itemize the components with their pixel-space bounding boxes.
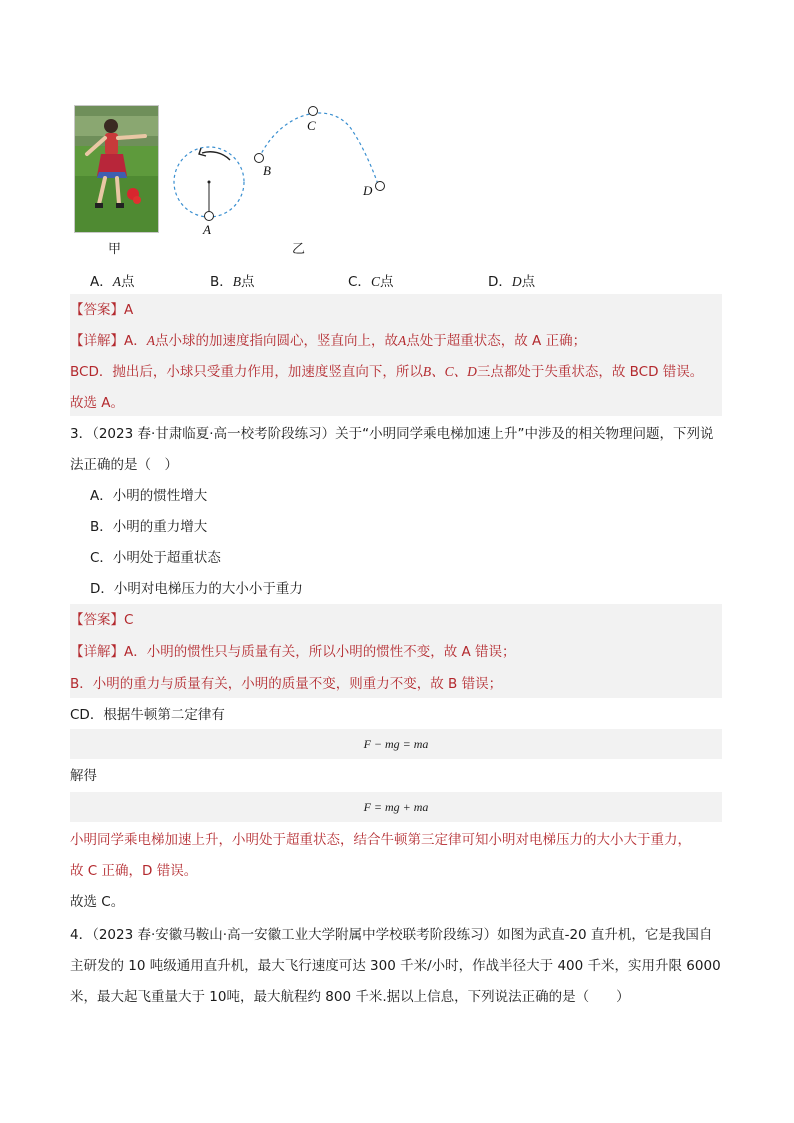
q3-detail-line7: 故选 C。 <box>70 894 125 910</box>
q4-stem-line3: 米，最大起飞重量大于 10吨，最大航程约 800 千米.据以上信息，下列说法正确的是（ ） <box>70 989 630 1005</box>
formula-solution: F = mg + ma <box>70 792 722 822</box>
q2-detail-line1: 【详解】A．A点小球的加速度指向圆心，竖直向上，故A点处于超重状态，故 A 正确； <box>70 333 587 349</box>
trajectory-diagram <box>72 100 412 260</box>
label-yi: 乙 <box>292 242 306 257</box>
q3-stem-line1: 3．（2023 春·甘肃临夏·高一校考阶段练习）关于“小明同学乘电梯加速上升”中涉及的相关物理问题，下列说 <box>70 426 714 442</box>
question-figure <box>72 100 412 260</box>
point-b-label: B <box>263 163 271 178</box>
q2-option-c[interactable]: C．C点 <box>348 274 394 290</box>
q2-options <box>90 270 690 290</box>
q3-detail-line6: 故 C 正确，D 错误。 <box>70 863 198 879</box>
label-jia: 甲 <box>108 242 122 257</box>
point-a-label: A <box>203 222 211 237</box>
point-c-label: C <box>307 118 316 133</box>
q2-option-b[interactable]: B．B点 <box>210 274 255 290</box>
formula-newton-second: F − mg = ma <box>70 729 722 759</box>
q2-detail-line3: 故选 A。 <box>70 395 125 411</box>
q3-option-a[interactable]: A．小明的惯性增大 <box>90 488 208 504</box>
q2-option-d[interactable]: D．D点 <box>488 274 536 290</box>
q3-stem-line2: 法正确的是（ ） <box>70 457 178 473</box>
q3-option-d[interactable]: D．小明对电梯压力的大小小于重力 <box>90 581 303 597</box>
q3-detail-line5: 小明同学乘电梯加速上升，小明处于超重状态，结合牛顿第三定律可知小明对电梯压力的大小大于重力， <box>70 832 691 848</box>
q2-option-a[interactable]: A．A点 <box>90 274 135 290</box>
point-d-label: D <box>363 183 373 198</box>
q3-option-c[interactable]: C．小明处于超重状态 <box>90 550 221 566</box>
q3-solve-label: 解得 <box>70 768 97 784</box>
q3-answer: 【答案】C <box>70 612 134 628</box>
q3-option-b[interactable]: B．小明的重力增大 <box>90 519 208 535</box>
q3-detail-line2: B．小明的重力与质量有关，小明的质量不变，则重力不变，故 B 错误； <box>70 676 503 692</box>
q3-detail-line3: CD．根据牛顿第二定律有 <box>70 707 225 723</box>
q2-answer: 【答案】A <box>70 302 134 318</box>
q3-detail-line1: 【详解】A．小明的惯性只与质量有关，所以小明的惯性不变，故 A 错误； <box>70 644 516 660</box>
q2-detail-line2: BCD．抛出后，小球只受重力作用，加速度竖直向下，所以B、C、D三点都处于失重状态，故 BCD 错误。 <box>70 364 704 380</box>
q4-stem-line2: 主研发的 10 吨级通用直升机，最大飞行速度可达 300 千米/小时，作战半径大于 400 千米，实用升限 6000 <box>70 958 721 974</box>
q4-stem-line1: 4．（2023 春·安徽马鞍山·高一安徽工业大学附属中学校联考阶段练习）如图为武直-20 直升机，它是我国自 <box>70 927 713 943</box>
